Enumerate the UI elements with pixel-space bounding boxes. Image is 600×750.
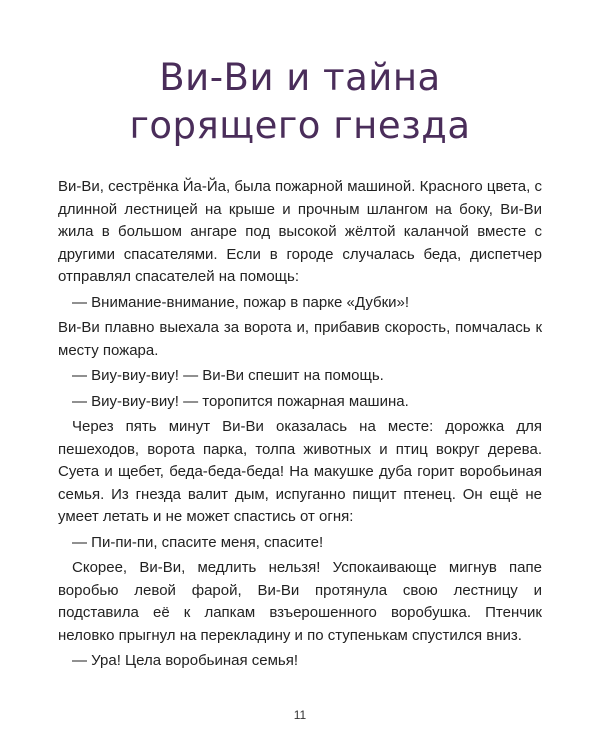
page-number: 11 xyxy=(293,708,307,722)
paragraph: — Внимание-внимание, пожар в парке «Дубки»! xyxy=(72,293,410,311)
chapter-title xyxy=(0,54,600,150)
paragraph: — Ура! Цела воробьиная семья! xyxy=(72,652,299,669)
paragraph: — Виу-виу-виу! — Ви-Ви спешит на помощь. xyxy=(72,367,384,384)
chapter-title-line-2: горящего гнезда xyxy=(129,104,471,147)
story-text xyxy=(58,176,542,676)
paragraph: Ви-Ви плавно выехала за ворота и, прибавив скорость, помчалась к месту пожара. xyxy=(58,319,542,359)
paragraph: Ви-Ви, сестрёнка Йа-Йа, была пожарной машиной. Красного цвета, с длинной лестницей на крыше и прочным шлангом на боку, Ви-Ви жила в большом ангаре под высокой жёлтой каланчой вместе с другими спасателями. Если в городе случалась беда, диспетчер отправлял спасателей на помощь: xyxy=(58,178,542,285)
paragraph: — Пи-пи-пи, спасите меня, спасите! xyxy=(72,533,324,551)
paragraph: Через пять минут Ви-Ви оказалась на месте: дорожка для пешеходов, ворота парка, толпа животных и птиц вокруг дерева. Суета и щебет, беда-беда-беда! На макушке дуба горит воробьиная семья. Из гнезда валит дым, испуганно пищит птенец. Он ещё не умеет летать и не может спастись от огня: xyxy=(58,418,542,525)
paragraph: — Виу-виу-виу! — торопится пожарная машина. xyxy=(72,392,409,410)
paragraph: Скорее, Ви-Ви, медлить нельзя! Успокаивающе мигнув папе воробью левой фарой, Ви-Ви протянула свою лестницу и подставила её к лапкам взъерошенного воробушка. Птенчик неловко прыгнул на перекладину и по ступенькам спустился вниз. xyxy=(58,559,542,644)
chapter-title-line-1: Ви-Ви и тайна xyxy=(159,56,441,99)
